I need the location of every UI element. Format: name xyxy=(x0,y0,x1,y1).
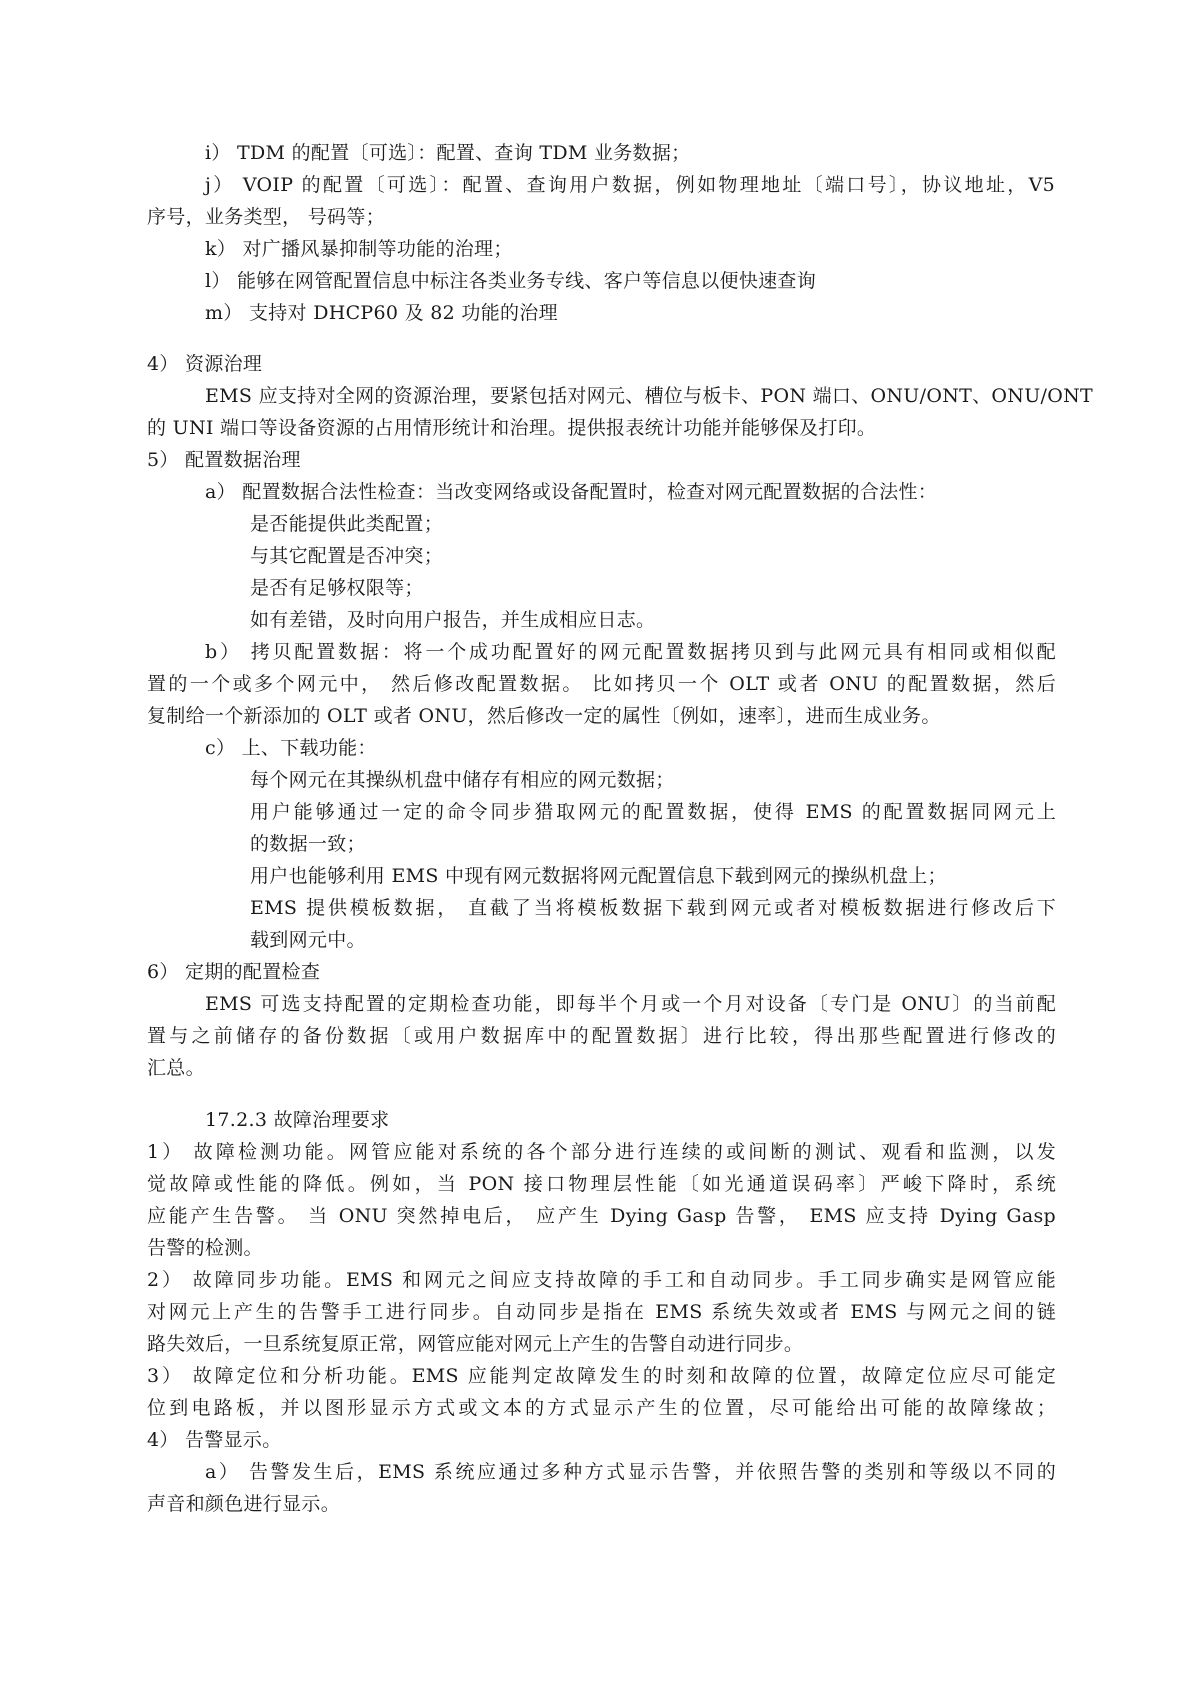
paragraph-line: 路失效后，一旦系统复原正常，网管应能对网元上产生的告警自动进行同步。 xyxy=(147,1333,804,1355)
list-item-k: k） 对广播风暴抑制等功能的治理； xyxy=(205,238,513,260)
paragraph-line: EMS 可选支持配置的定期检查功能，即每半个月或一个月对设备〔专门是 ONU〕的当前配 xyxy=(205,993,1056,1015)
paragraph-line: 位到电路板，并以图形显示方式或文本的方式显示产生的位置，尽可能给出可能的故障缘故； xyxy=(147,1397,1056,1419)
sub-item-cont: 载到网元中。 xyxy=(250,929,366,951)
sub-item: EMS 提供模板数据， 直截了当将模板数据下载到网元或者对模板数据进行修改后下 xyxy=(250,897,1056,919)
paragraph-line: 声音和颜色进行显示。 xyxy=(147,1493,341,1515)
list-item-m: m） 支持对 DHCP60 及 82 功能的治理 xyxy=(205,302,558,324)
paragraph-line: 复制给一个新添加的 OLT 或者 ONU，然后修改一定的属性〔例如，速率〕，进而生成业务。 xyxy=(147,705,941,727)
section-heading-5: 5） 配置数据治理 xyxy=(147,449,301,471)
paragraph-line: 置的一个或多个网元中， 然后修改配置数据。 比如拷贝一个 OLT 或者 ONU 的配置数据，然后 xyxy=(147,673,1056,695)
sub-item: 如有差错，及时向用户报告，并生成相应日志。 xyxy=(250,609,656,631)
sub-item: 与其它配置是否冲突； xyxy=(250,545,444,567)
paragraph-line: 4） 告警显示。 xyxy=(147,1429,282,1451)
sub-item: 是否有足够权限等； xyxy=(250,577,424,599)
sub-item: 用户能够通过一定的命令同步猎取网元的配置数据，使得 EMS 的配置数据同网元上 xyxy=(250,801,1056,823)
paragraph-line: EMS 应支持对全网的资源治理，要紧包括对网元、槽位与板卡、PON 端口、ONU/ONT、ONU/ONT xyxy=(205,385,1093,407)
list-item-a: a） 告警发生后，EMS 系统应通过多种方式显示告警，并依照告警的类别和等级以不同的 xyxy=(205,1461,1056,1483)
sub-item: 每个网元在其操纵机盘中储存有相应的网元数据； xyxy=(250,769,675,791)
paragraph-line: 应能产生告警。 当 ONU 突然掉电后， 应产生 Dying Gasp 告警， EMS 应支持 Dying Gasp xyxy=(147,1205,1056,1227)
paragraph-line: 觉故障或性能的降低。例如，当 PON 接口物理层性能〔如光通道误码率〕严峻下降时，系统 xyxy=(147,1173,1056,1195)
list-item-i: i） TDM 的配置〔可选〕：配置、查询 TDM 业务数据； xyxy=(205,142,691,164)
subsection-title: 17.2.3 故障治理要求 xyxy=(205,1109,390,1131)
paragraph-line: 3） 故障定位和分析功能。EMS 应能判定故障发生的时刻和故障的位置，故障定位应尽可能定 xyxy=(147,1365,1056,1387)
list-item-c: c） 上、下载功能： xyxy=(205,737,377,759)
sub-item-cont: 的数据一致； xyxy=(250,833,366,855)
section-heading-6: 6） 定期的配置检查 xyxy=(147,961,321,983)
paragraph-line: 1） 故障检测功能。网管应能对系统的各个部分进行连续的或间断的测试、观看和监测，以发 xyxy=(147,1141,1056,1163)
sub-item: 用户也能够利用 EMS 中现有网元数据将网元配置信息下载到网元的操纵机盘上； xyxy=(250,865,947,887)
sub-item: 是否能提供此类配置； xyxy=(250,513,444,535)
list-item-j: j） VOIP 的配置〔可选〕：配置、查询用户数据，例如物理地址〔端口号〕，协议地址，V5 xyxy=(205,174,1055,196)
paragraph-line: 置与之前储存的备份数据〔或用户数据库中的配置数据〕进行比较，得出那些配置进行修改的 xyxy=(147,1025,1056,1047)
list-item-l: l） 能够在网管配置信息中标注各类业务专线、客户等信息以便快速查询 xyxy=(205,270,817,292)
paragraph-line: 汇总。 xyxy=(147,1057,205,1079)
paragraph-line: 对网元上产生的告警手工进行同步。自动同步是指在 EMS 系统失效或者 EMS 与网元之间的链 xyxy=(147,1301,1056,1323)
paragraph-line: 的 UNI 端口等设备资源的占用情形统计和治理。提供报表统计功能并能够保及打印。 xyxy=(147,417,877,439)
paragraph-line: 告警的检测。 xyxy=(147,1237,263,1259)
list-item-b: b） 拷贝配置数据：将一个成功配置好的网元配置数据拷贝到与此网元具有相同或相似配 xyxy=(205,641,1056,663)
paragraph-line: 2） 故障同步功能。EMS 和网元之间应支持故障的手工和自动同步。手工同步确实是网管应能 xyxy=(147,1269,1056,1291)
list-item-j-cont: 序号，业务类型， 号码等； xyxy=(147,206,385,228)
section-heading-4: 4） 资源治理 xyxy=(147,353,263,375)
list-item-a: a） 配置数据合法性检查：当改变网络或设备配置时，检查对网元配置数据的合法性： xyxy=(205,481,938,503)
